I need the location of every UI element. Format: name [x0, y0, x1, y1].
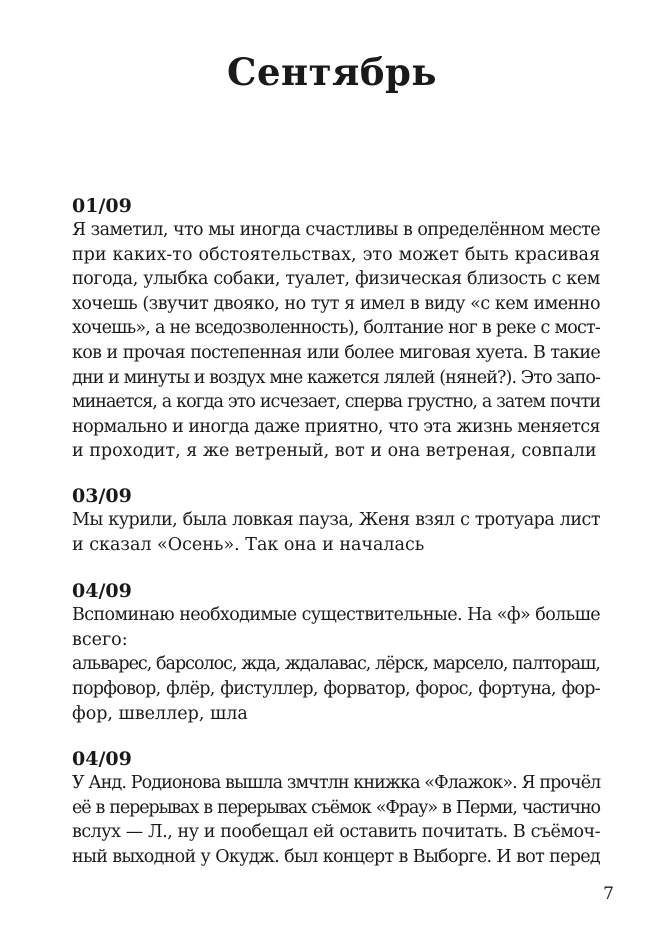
entry-line: и сказал «Осень». Так она и началась: [72, 534, 425, 555]
entry-line: хочешь (звучит двояко, но тут я имел в виду «с кем именно: [72, 293, 600, 314]
page-content: [72, 194, 600, 891]
page-number: 7: [603, 884, 614, 904]
entry-line: вслух — Л., ну и пообещал ей оставить почитать. В съёмоч-: [72, 822, 600, 843]
entry-date: 04/09: [72, 748, 132, 771]
entry-line: Вспоминаю необходимые существительные. На «ф» больше: [72, 605, 600, 626]
entry-date: 04/09: [72, 580, 132, 603]
entry-line: ков и прочая постепенная или более миговая хуета. В такие: [72, 342, 600, 363]
diary-entry-04-09-book: [72, 747, 600, 869]
entry-line: У Анд. Родионова вышла змчтлн книжка «Флажок». Я прочёл: [72, 773, 601, 794]
entry-line: дни и минуты и воздух мне кажется лялей (няней?). Это запо-: [72, 367, 600, 388]
entry-line: фор, швеллер, шла: [72, 703, 248, 724]
entry-line: альварес, барсолос, жда, ждалавас, лёрск, марсело, палтораш,: [72, 654, 600, 675]
entry-line: всего:: [72, 629, 128, 650]
entry-date: 03/09: [72, 484, 132, 507]
entry-line: хочешь», а не вседозволенность), болтание ног в реке с мост-: [72, 318, 600, 339]
entry-line: порфовор, флёр, фистуллер, форватор, форос, фортуна, фор-: [72, 678, 600, 699]
diary-entry-01-09: [72, 194, 600, 464]
entry-line: Мы курили, была ловкая пауза, Женя взял с тротуара лист: [72, 509, 600, 530]
diary-entry-03-09: [72, 484, 600, 557]
entry-date: 01/09: [72, 195, 132, 217]
entry-line: ный выходной у Окудж. был концерт в Выборге. И вот перед: [72, 846, 600, 867]
entry-line: погода, улыбка собаки, туалет, физическая близость с кем: [72, 269, 600, 290]
page-title: Сентябрь: [227, 50, 437, 94]
entry-line: и проходит, я же ветреный, вот и она ветреная, совпали: [72, 441, 597, 462]
entry-line: Я заметил, что мы иногда счастливы в определённом месте: [72, 220, 600, 240]
entry-line: минается, а когда это исчезает, сперва грустно, а затем почти: [72, 392, 600, 413]
diary-entry-04-09-words: [72, 579, 600, 726]
entry-line: при каких-то обстоятельствах, это может быть красивая: [72, 244, 600, 265]
entry-line: её в перерывах в перерывах съёмок «Фрау» в Перми, частично: [72, 797, 600, 818]
entry-line: нормально и иногда даже приятно, что эта жизнь меняется: [72, 416, 600, 437]
